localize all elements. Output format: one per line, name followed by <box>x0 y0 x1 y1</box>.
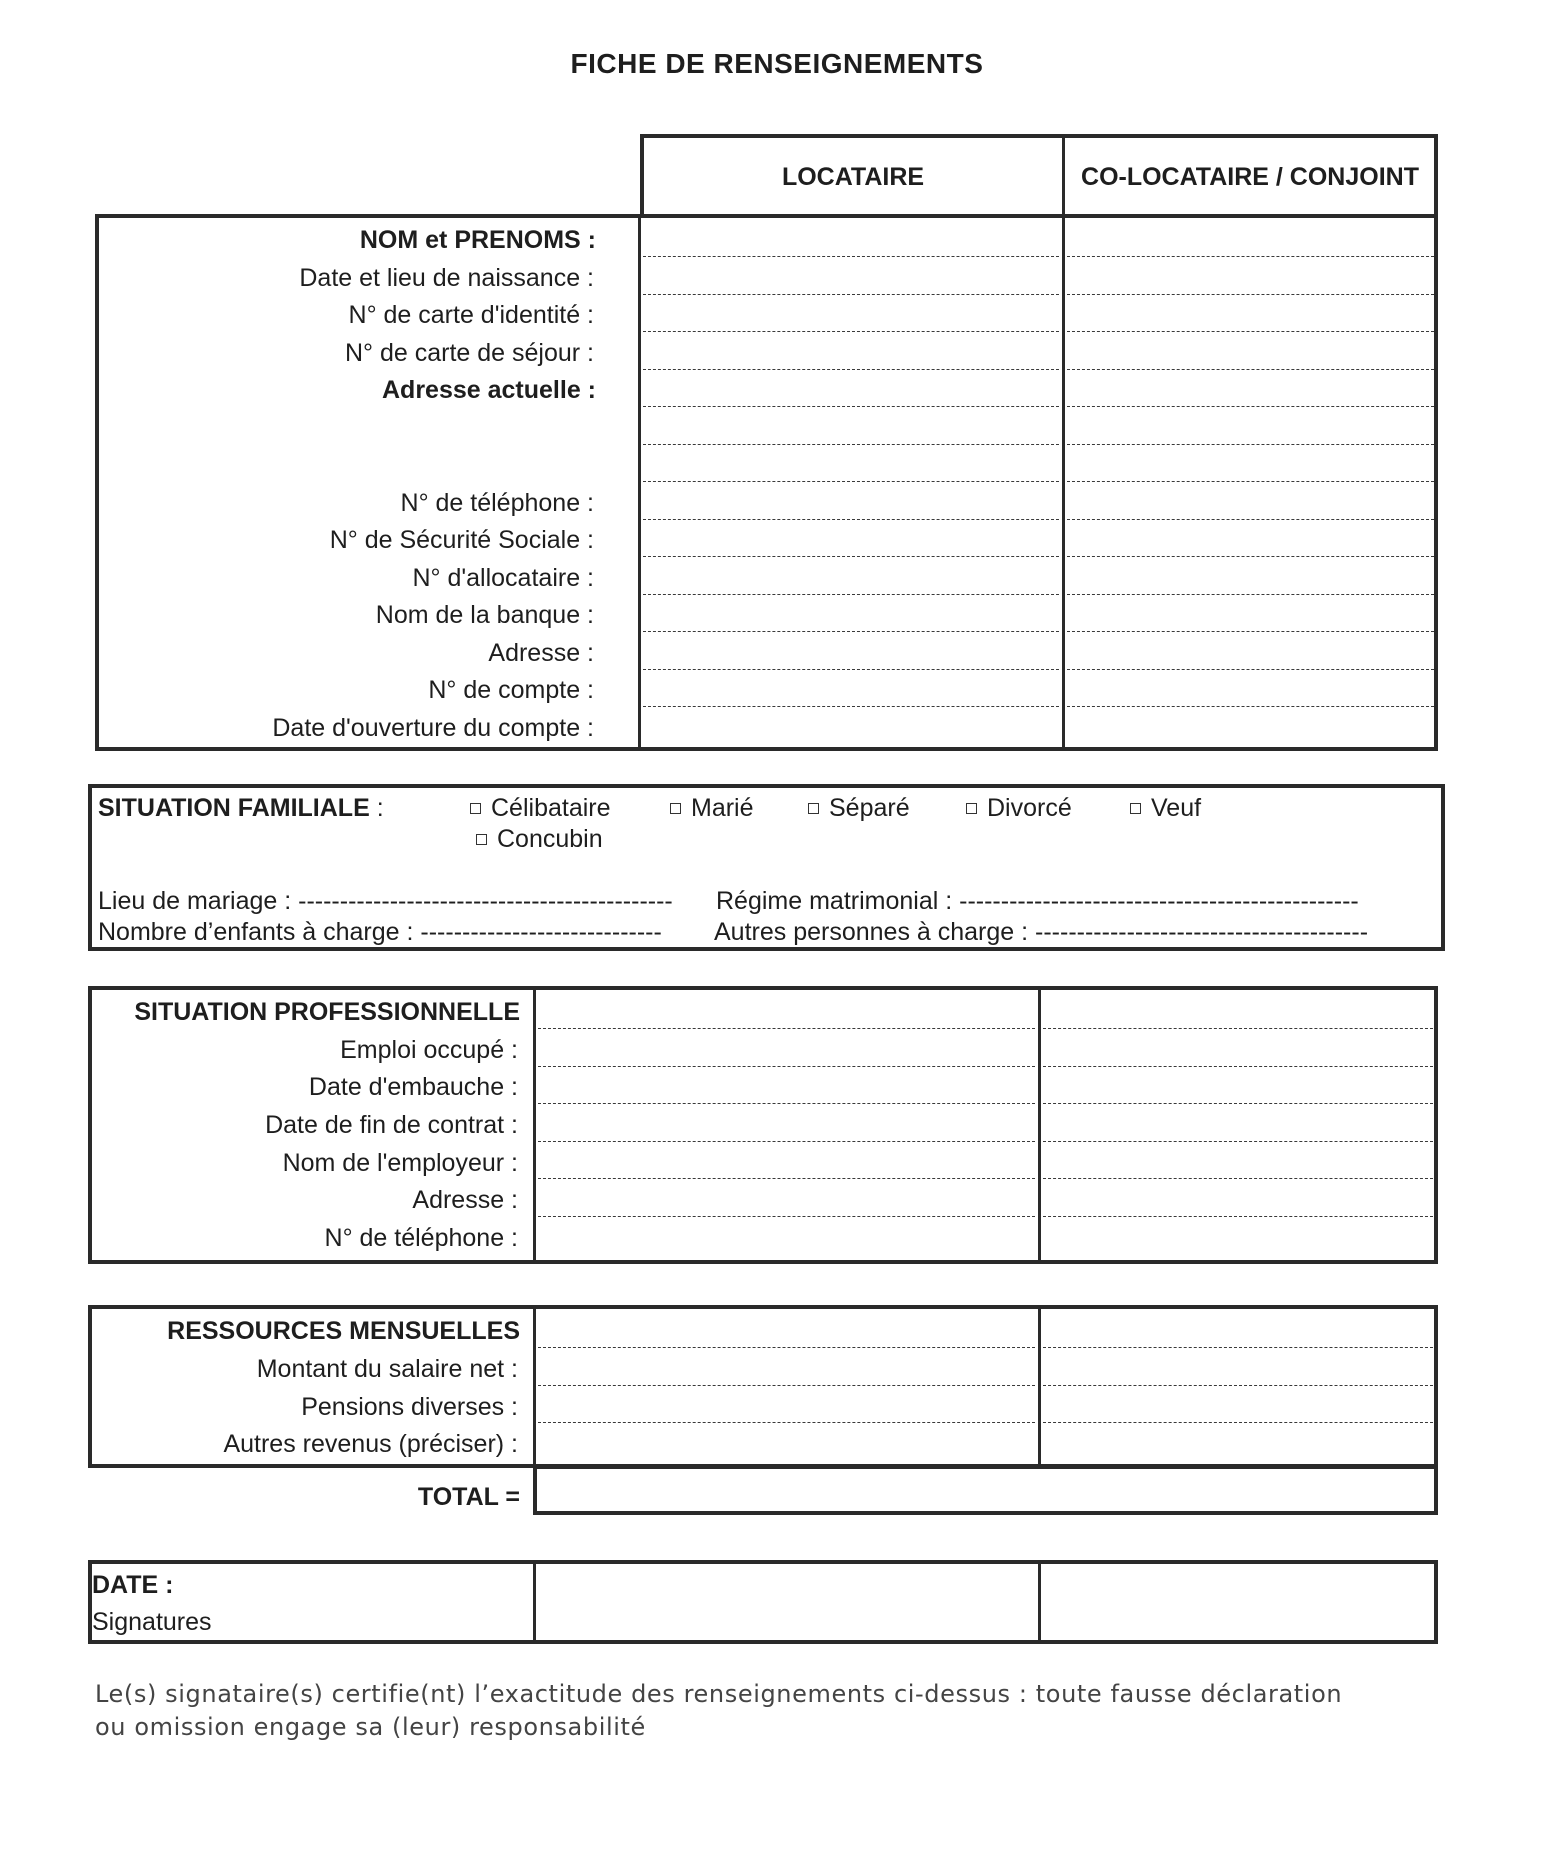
label-fin-contrat: Date de fin de contrat : <box>265 1111 518 1139</box>
option-concubin[interactable]: Concubin <box>476 825 603 854</box>
locataire-carte-identite-field[interactable] <box>644 296 1058 329</box>
checkbox-icon[interactable] <box>808 803 819 814</box>
locataire-fin-contrat-field[interactable] <box>538 1105 1034 1139</box>
lieu-mariage-line[interactable]: Lieu de mariage : --------------------------------------------- <box>98 887 673 915</box>
total-label: TOTAL = <box>417 1483 520 1511</box>
colocataire-securite-sociale-field[interactable] <box>1068 521 1434 554</box>
locataire-embauche-field[interactable] <box>538 1068 1034 1101</box>
signature-label-divider <box>533 1562 536 1642</box>
locataire-autres-revenus-field[interactable] <box>538 1424 1034 1462</box>
resources-label-divider <box>533 1307 536 1466</box>
total-field[interactable] <box>540 1471 1431 1509</box>
resources-column-divider <box>1038 1307 1041 1466</box>
locataire-signature-field[interactable] <box>538 1566 1034 1638</box>
family-heading: SITUATION FAMILIALE : <box>98 794 384 822</box>
colocataire-carte-identite-field[interactable] <box>1068 296 1434 329</box>
label-telephone-employeur: N° de téléphone : <box>324 1224 518 1252</box>
colocataire-embauche-field[interactable] <box>1043 1068 1433 1101</box>
label-employeur: Nom de l'employeur : <box>282 1149 518 1177</box>
autres-personnes-line[interactable]: Autres personnes à charge : ---------------------------------------- <box>714 918 1369 946</box>
identity-column-divider <box>1062 216 1065 749</box>
colocataire-allocataire-field[interactable] <box>1068 558 1434 592</box>
option-divorce[interactable]: Divorcé <box>966 794 1072 823</box>
date-label: DATE : <box>92 1571 174 1599</box>
resources-heading: RESSOURCES MENSUELLES <box>167 1317 520 1345</box>
locataire-adresse-field[interactable] <box>644 371 1058 479</box>
locataire-situation-pro-field[interactable] <box>538 992 1034 1026</box>
colocataire-banque-field[interactable] <box>1068 596 1434 629</box>
locataire-employeur-field[interactable] <box>538 1143 1034 1176</box>
colocataire-carte-sejour-field[interactable] <box>1068 333 1434 367</box>
label-carte-identite: N° de carte d'identité : <box>348 301 594 329</box>
locataire-telephone-field[interactable] <box>644 483 1058 517</box>
locataire-naissance-field[interactable] <box>644 258 1058 292</box>
label-nom-prenoms: NOM et PRENOMS : <box>359 226 596 254</box>
colocataire-compte-field[interactable] <box>1068 671 1434 704</box>
colocataire-nom-field[interactable] <box>1068 220 1434 254</box>
colocataire-employeur-field[interactable] <box>1043 1143 1433 1176</box>
option-veuf[interactable]: Veuf <box>1130 794 1201 823</box>
signature-column-divider <box>1038 1562 1041 1642</box>
locataire-telephone-employeur-field[interactable] <box>538 1218 1034 1256</box>
label-pensions: Pensions diverses : <box>301 1393 518 1421</box>
checkbox-icon[interactable] <box>470 803 481 814</box>
checkbox-icon[interactable] <box>670 803 681 814</box>
colocataire-telephone-employeur-field[interactable] <box>1043 1218 1433 1256</box>
option-separe[interactable]: Séparé <box>808 794 910 823</box>
regime-matrimonial-line[interactable]: Régime matrimonial : ------------------------------------------------ <box>716 887 1359 915</box>
locataire-nom-field[interactable] <box>644 220 1058 254</box>
locataire-adresse-employeur-field[interactable] <box>538 1180 1034 1214</box>
label-nom-banque: Nom de la banque : <box>375 601 594 629</box>
label-salaire-net: Montant du salaire net : <box>256 1355 518 1383</box>
checkbox-icon[interactable] <box>966 803 977 814</box>
colocataire-pensions-field[interactable] <box>1043 1387 1433 1420</box>
locataire-ressources-field[interactable] <box>538 1311 1034 1345</box>
locataire-emploi-field[interactable] <box>538 1030 1034 1064</box>
label-telephone: N° de téléphone : <box>400 489 594 517</box>
colocataire-naissance-field[interactable] <box>1068 258 1434 292</box>
locataire-securite-sociale-field[interactable] <box>644 521 1058 554</box>
certification-text-line2: ou omission engage sa (leur) responsabilité <box>95 1713 646 1741</box>
page-title: FICHE DE RENSEIGNEMENTS <box>570 48 984 79</box>
professional-column-divider <box>1038 988 1041 1262</box>
colocataire-ouverture-field[interactable] <box>1068 708 1434 744</box>
label-adresse-employeur: Adresse : <box>412 1186 518 1214</box>
locataire-ouverture-field[interactable] <box>644 708 1058 744</box>
colocataire-salaire-field[interactable] <box>1043 1349 1433 1383</box>
colocataire-autres-revenus-field[interactable] <box>1043 1424 1433 1462</box>
locataire-banque-field[interactable] <box>644 596 1058 629</box>
locataire-pensions-field[interactable] <box>538 1387 1034 1420</box>
professional-heading: SITUATION PROFESSIONNELLE <box>134 998 520 1026</box>
locataire-compte-field[interactable] <box>644 671 1058 704</box>
label-autres-revenus: Autres revenus (préciser) : <box>223 1430 518 1458</box>
label-carte-sejour: N° de carte de séjour : <box>344 339 594 367</box>
identity-label-divider <box>638 216 641 749</box>
colocataire-signature-field[interactable] <box>1043 1566 1433 1638</box>
label-date-lieu-naissance: Date et lieu de naissance : <box>299 264 594 292</box>
colocataire-ressources-field[interactable] <box>1043 1311 1433 1345</box>
column-header-colocataire: CO-LOCATAIRE / CONJOINT <box>1081 163 1419 191</box>
label-adresse-banque: Adresse : <box>488 639 594 667</box>
label-date-embauche: Date d'embauche : <box>308 1073 518 1101</box>
label-allocataire: N° d'allocataire : <box>412 564 594 592</box>
colocataire-situation-pro-field[interactable] <box>1043 992 1433 1026</box>
colocataire-emploi-field[interactable] <box>1043 1030 1433 1064</box>
certification-text-line1: Le(s) signataire(s) certifie(nt) l’exactitude des renseignements ci-dessus : toute fausse déclaration <box>95 1680 1343 1708</box>
checkbox-icon[interactable] <box>1130 803 1141 814</box>
colocataire-adresse-field[interactable] <box>1068 371 1434 479</box>
label-emploi: Emploi occupé : <box>340 1036 518 1064</box>
locataire-carte-sejour-field[interactable] <box>644 333 1058 367</box>
locataire-adresse-banque-field[interactable] <box>644 633 1058 667</box>
label-adresse-actuelle: Adresse actuelle : <box>382 376 596 404</box>
professional-label-divider <box>533 988 536 1262</box>
checkbox-icon[interactable] <box>476 834 487 845</box>
locataire-allocataire-field[interactable] <box>644 558 1058 592</box>
label-date-ouverture: Date d'ouverture du compte : <box>272 714 594 742</box>
colocataire-adresse-employeur-field[interactable] <box>1043 1180 1433 1214</box>
enfants-charge-line[interactable]: Nombre d’enfants à charge : ----------------------------- <box>98 918 662 946</box>
colocataire-telephone-field[interactable] <box>1068 483 1434 517</box>
label-securite-sociale: N° de Sécurité Sociale : <box>329 526 594 554</box>
colocataire-adresse-banque-field[interactable] <box>1068 633 1434 667</box>
option-marie[interactable]: Marié <box>670 794 754 823</box>
option-celibataire[interactable]: Célibataire <box>470 794 611 823</box>
label-numero-compte: N° de compte : <box>428 676 594 704</box>
column-header-locataire: LOCATAIRE <box>781 163 925 191</box>
colocataire-fin-contrat-field[interactable] <box>1043 1105 1433 1139</box>
signatures-label: Signatures <box>92 1608 212 1636</box>
locataire-salaire-field[interactable] <box>538 1349 1034 1383</box>
